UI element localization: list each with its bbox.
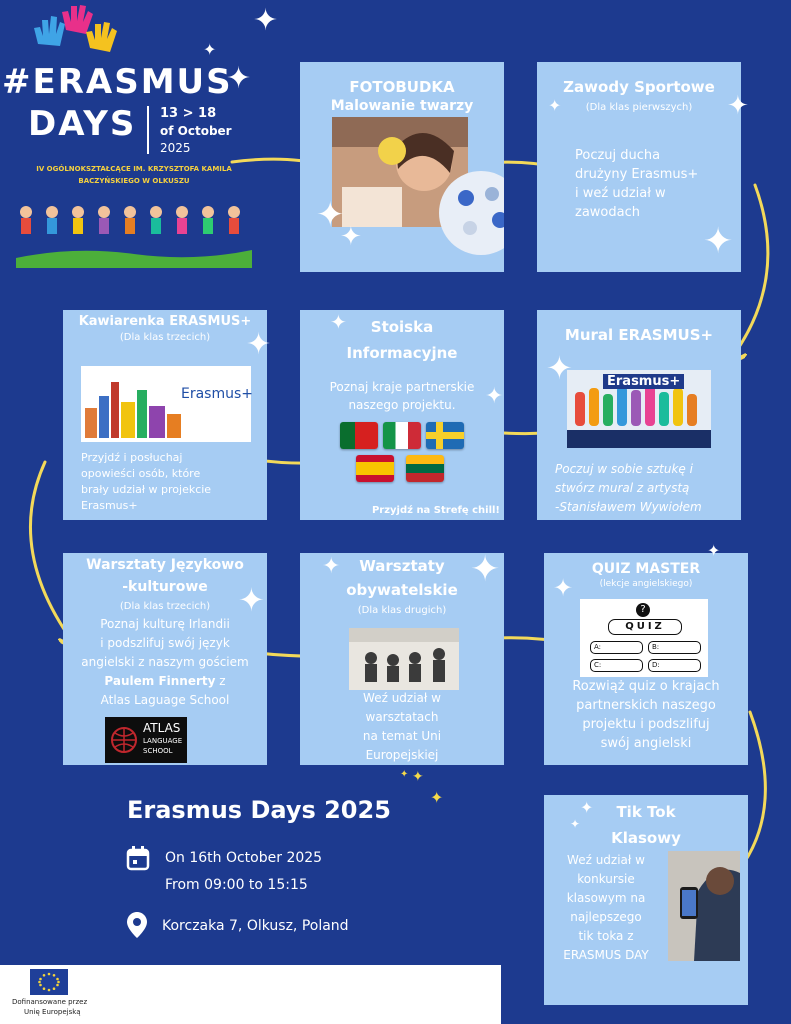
quiz-option-c: C: (590, 659, 643, 672)
quiz-body-line: swój angielski (600, 736, 692, 751)
zawody-title: Zawody Sportowe (563, 78, 715, 96)
flag-italy-icon (383, 422, 421, 449)
location-pin-icon (126, 911, 148, 939)
atlas-logo-line2: LANGUAGE (143, 737, 183, 745)
school-name-line2: BACZYŃSKIEGO W OLKUSZU (78, 177, 190, 185)
tiktok-title-line1: Tik Tok (616, 803, 676, 821)
erasmus-days-logo (0, 0, 268, 282)
kids-illustration (14, 198, 254, 272)
quiz-word: QUIZ (608, 619, 682, 635)
warsztaty-jk-guest-suffix: z (215, 674, 226, 688)
mural-body-line: stwórz mural z artystą (555, 481, 690, 495)
sparkle-icon: ✦ (727, 91, 749, 121)
warsztaty-ob-subtitle: (Dla klas drugich) (357, 605, 447, 616)
card-stoiska (300, 310, 504, 520)
sparkle-icon: ✦ (707, 541, 721, 560)
atlas-logo-line3: SCHOOL (143, 747, 173, 755)
atlas-logo-line1: ATLAS (143, 721, 181, 735)
stoiska-body-line: Poznaj kraje partnerskie (329, 380, 475, 394)
sparkle-icon: ✦ (330, 310, 347, 334)
mural-body-line: -Stanisławem Wywiołem (555, 500, 702, 514)
glitter-palette-photo (438, 170, 504, 256)
warsztaty-ob-body-line: warsztatach (365, 710, 439, 724)
tiktok-body-line: najlepszego (570, 910, 642, 924)
sparkle-icon: ✦ (553, 574, 574, 602)
sparkle-icon: ✦ (253, 3, 279, 38)
sparkle-icon: ✦ (548, 96, 562, 115)
warsztaty-jk-body-line: Poznaj kulturę Irlandii (100, 617, 230, 631)
eu-flag-icon (30, 969, 68, 995)
zawody-body-line: Poczuj ducha (575, 148, 661, 163)
logo-month: of October (160, 124, 232, 138)
warsztaty-ob-body-line: na temat Uni (362, 729, 442, 743)
quiz-option-a: A: (590, 641, 643, 654)
sparkle-icon: ✦ (340, 222, 362, 252)
zawody-body-line: zawodach (575, 205, 640, 220)
quiz-graphic (580, 599, 708, 677)
workshop-photo (349, 628, 459, 690)
gold-sparkle-icon: ✦ (400, 769, 409, 780)
zawody-body-line: i weź udział w (575, 186, 666, 201)
event-location: Korczaka 7, Olkusz, Poland (162, 918, 349, 934)
stoiska-footer: Przyjdź na Strefę chill! (371, 505, 500, 516)
card-mural (537, 310, 741, 520)
fotobudka-subtitle: Malowanie twarzy (330, 98, 474, 114)
warsztaty-jk-body-line: angielski z naszym gościem (81, 655, 249, 669)
tiktok-body-line: Weź udział w (567, 853, 645, 867)
hands-icon (30, 2, 120, 60)
atlas-school-logo (105, 717, 187, 763)
phone-photo (668, 851, 740, 961)
tiktok-body-line: klasowym na (566, 891, 646, 905)
sparkle-icon: ✦ (203, 40, 217, 59)
warsztaty-jk-subtitle: (Dla klas trzecich) (119, 601, 211, 612)
funded-line2: Unię Europejską (24, 1008, 81, 1016)
quiz-body-line: partnerskich naszego (576, 698, 716, 713)
stoiska-title-line1: Stoiska (370, 318, 434, 336)
warsztaty-ob-body-line: Europejskiej (365, 748, 439, 762)
stoiska-title-line2: Informacyjne (346, 344, 458, 362)
sparkle-icon: ✦ (470, 549, 501, 590)
warsztaty-jk-body-line: i podszlifuj swój język (100, 636, 230, 650)
eu-funding-bar (0, 965, 501, 1024)
gold-sparkle-icon: ✦ (412, 769, 424, 785)
quiz-subtitle: (lekcje angielskiego) (599, 579, 693, 589)
event-date: On 16th October 2025 (165, 850, 323, 866)
tiktok-body-line: ERASMUS DAY (563, 948, 649, 962)
warsztaty-ob-title-line2: obywatelskie (346, 581, 458, 599)
gold-sparkle-icon: ✦ (430, 788, 444, 807)
stoiska-body-line: naszego projektu. (348, 398, 456, 412)
logo-title-line2: DAYS (28, 104, 137, 144)
card-kawiarenka (63, 310, 267, 520)
sparkle-icon: ✦ (485, 384, 504, 409)
quiz-body-line: projektu i podszlifuj (582, 717, 710, 732)
kawiarenka-body-line: Przyjdź i posłuchaj (81, 451, 183, 464)
flag-portugal-icon (340, 422, 378, 449)
sparkle-icon: ✦ (570, 817, 581, 831)
kawiarenka-subtitle: (Dla klas trzecich) (119, 332, 211, 343)
quiz-title: QUIZ MASTER (591, 561, 701, 577)
warsztaty-jk-title-line2: -kulturowe (122, 579, 208, 595)
warsztaty-jk-title-line1: Warsztaty Językowo (86, 557, 244, 573)
kawiarenka-body-line: brały udział w projekcie (81, 483, 212, 496)
mural-image-text: Erasmus+ (603, 374, 684, 389)
card-warsztaty-jezykowo (63, 553, 267, 765)
school-name-line1: IV OGÓLNOKSZTAŁCĄCE IM. KRZYSZTOFA KAMILA (36, 165, 232, 173)
sparkle-icon: ✦ (580, 798, 594, 817)
quiz-option-b: B: (648, 641, 701, 654)
quiz-body-line: Rozwiąż quiz o krajach (572, 679, 720, 694)
tiktok-body-line: tik toka z (578, 929, 634, 943)
zawody-subtitle: (Dla klas pierwszych) (585, 102, 693, 113)
warsztaty-ob-title-line1: Warsztaty (359, 557, 445, 575)
card-fotobudka (300, 62, 504, 272)
logo-dates: 13 > 18 (160, 106, 217, 121)
sparkle-icon: ✦ (316, 195, 345, 235)
warsztaty-jk-school: Atlas Laguage School (100, 693, 230, 707)
landmarks-banner (81, 366, 254, 442)
logo-year: 2025 (160, 141, 191, 155)
zawody-body-line: drużyny Erasmus+ (575, 167, 699, 182)
question-mark-icon: ? (636, 603, 650, 617)
flag-spain-icon (356, 455, 394, 482)
event-time: From 09:00 to 15:15 (165, 877, 308, 893)
fotobudka-title: FOTOBUDKA (349, 78, 455, 96)
funded-line1: Dofinansowane przez (12, 998, 88, 1006)
kawiarenka-title: Kawiarenka ERASMUS+ (78, 314, 252, 329)
kawiarenka-body-line: opowieści osób, które (81, 467, 201, 480)
kawiarenka-image-text: Erasmus+ (181, 386, 254, 402)
sparkle-icon: ✦ (703, 221, 734, 262)
tiktok-body-line: konkursie (577, 872, 635, 886)
quiz-option-d: D: (648, 659, 701, 672)
mural-title: Mural ERASMUS+ (564, 326, 714, 344)
tiktok-title-line2: Klasowy (611, 829, 681, 847)
event-title: Erasmus Days 2025 (127, 796, 391, 824)
warsztaty-ob-body-line: Weź udział w (363, 691, 441, 705)
sparkle-icon: ✦ (246, 327, 272, 362)
sparkle-icon: ✦ (546, 349, 573, 387)
sparkle-icon: ✦ (226, 61, 252, 96)
flag-sweden-icon (426, 422, 464, 449)
logo-title-line1: #ERASMUS (2, 62, 233, 102)
atlas-globe-icon (109, 725, 139, 755)
kawiarenka-body-line: Erasmus+ (81, 499, 138, 512)
card-quiz-master (544, 553, 748, 765)
calendar-icon (126, 845, 150, 871)
flag-lithuania-icon (406, 455, 444, 482)
logo-divider (147, 106, 149, 154)
warsztaty-jk-guest: Paulem Finnerty (104, 674, 216, 688)
sparkle-icon: ✦ (322, 554, 341, 579)
sparkle-icon: ✦ (238, 581, 265, 619)
mural-body-line: Poczuj w sobie sztukę i (555, 462, 693, 476)
